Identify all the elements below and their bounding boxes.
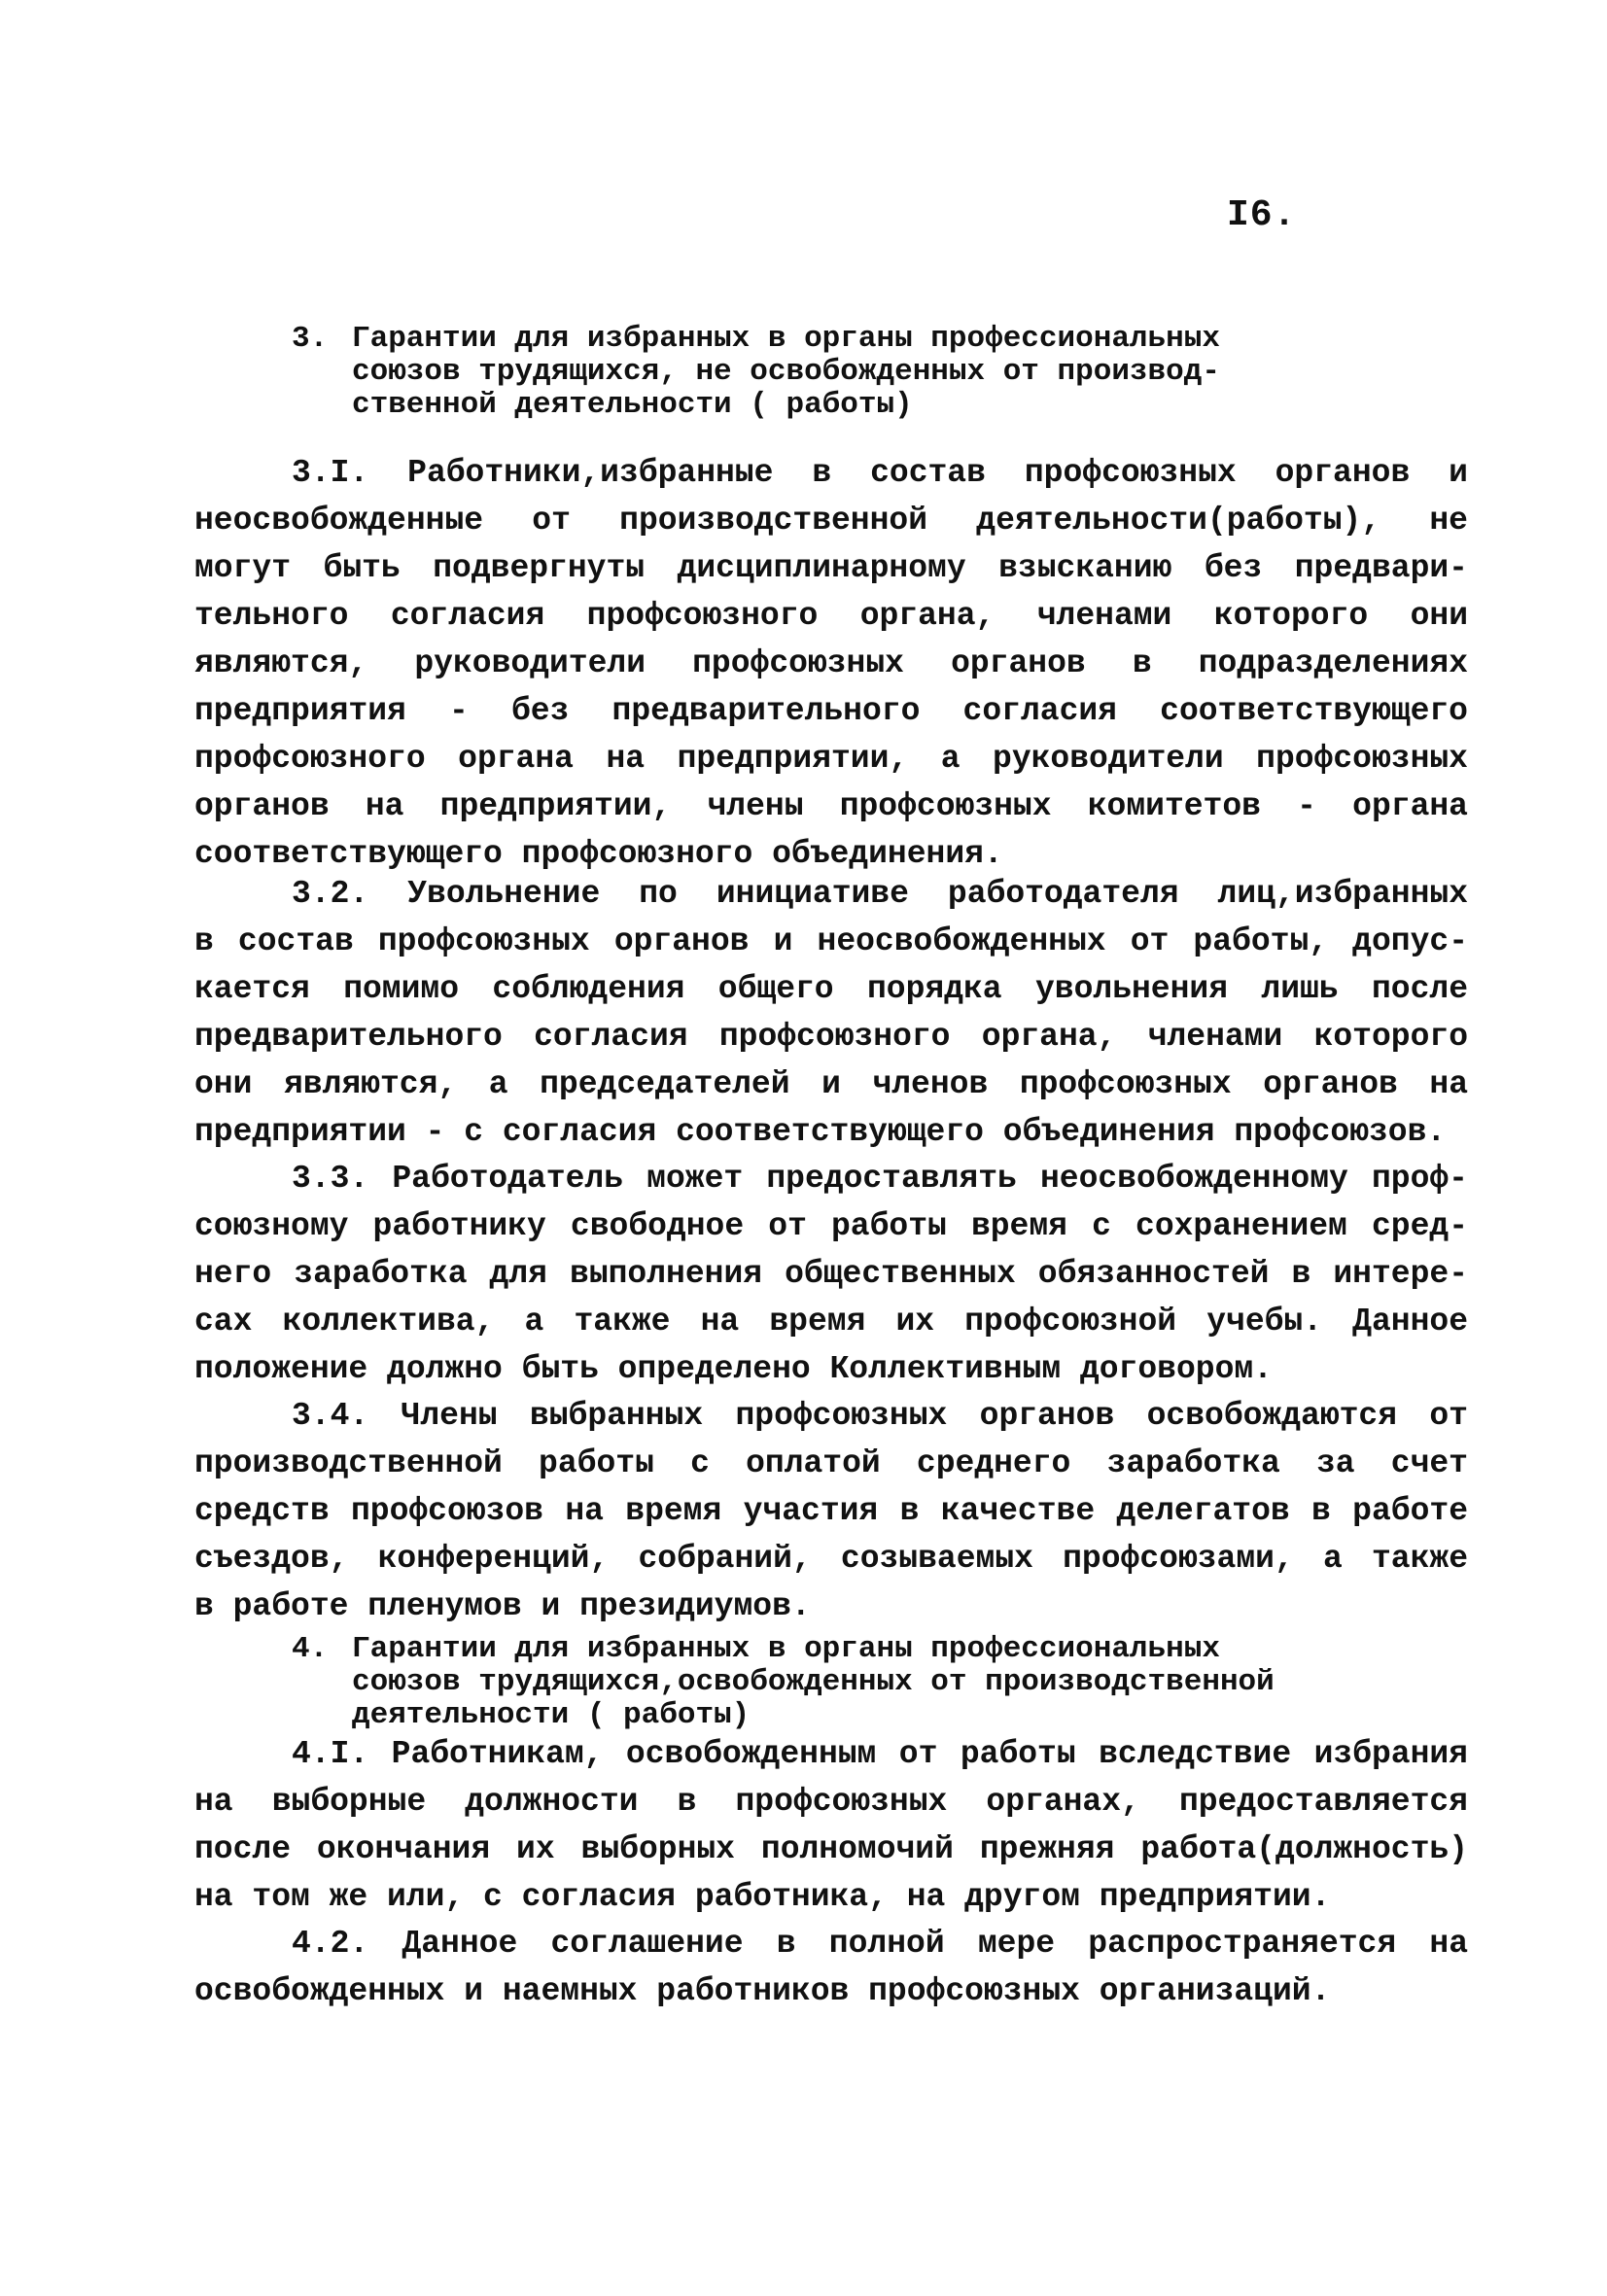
text-line: тельного согласия профсоюзного органа, членами которого они — [194, 598, 1468, 634]
text-line: могут быть подвергнуты дисциплинарному взысканию без предвари- — [194, 550, 1468, 586]
section-3-heading — [292, 323, 1361, 422]
text-line: являются, руководители профсоюзных органов в подразделениях — [194, 645, 1468, 681]
text-line: неосвобожденные от производственной деятельности(работы), не — [194, 503, 1468, 539]
text-line: союзному работнику свободное от работы время с сохранением сред- — [194, 1208, 1468, 1244]
text-line: 3.3. Работодатель может предоставлять неосвобожденному проф- — [292, 1161, 1468, 1197]
section-4-number: 4. — [292, 1632, 329, 1666]
text-line: освобожденных и наемных работников профсоюзных организаций. — [194, 1973, 1331, 2009]
paragraph-4-2 — [194, 1920, 1468, 2015]
text-line: положение должно быть определено Коллективным договором. — [194, 1351, 1273, 1387]
paragraph-3-2 — [194, 870, 1468, 1156]
text-line: органов на предприятии, члены профсоюзных комитетов - органа — [194, 788, 1468, 824]
text-line: профсоюзного органа на предприятии, а руководители профсоюзных — [194, 741, 1468, 777]
text-line: они являются, а председателей и членов профсоюзных органов на — [194, 1066, 1468, 1102]
text-line: предприятии - с согласия соответствующего объединения профсоюзов. — [194, 1114, 1447, 1150]
heading-line: Гарантии для избранных в органы профессиональных — [352, 322, 1220, 356]
paragraph-3-3 — [194, 1155, 1468, 1393]
heading-line: деятельности ( работы) — [352, 1698, 751, 1732]
section-3-number: 3. — [292, 322, 329, 356]
text-line: производственной работы с оплатой среднего заработка за счет — [194, 1445, 1468, 1481]
heading-line: союзов трудящихся, не освобожденных от производ- — [352, 355, 1220, 389]
text-line: 4.I. Работникам, освобожденным от работы вследствие избрания — [292, 1736, 1468, 1772]
text-line: на выборные должности в профсоюзных органах, предоставляется — [194, 1784, 1468, 1820]
text-line: 3.2. Увольнение по инициативе работодателя лиц,избранных — [292, 876, 1468, 912]
text-line: него заработка для выполнения общественных обязанностей в интере- — [194, 1256, 1468, 1292]
text-line: на том же или, с согласия работника, на другом предприятии. — [194, 1879, 1331, 1915]
text-line: средств профсоюзов на время участия в качестве делегатов в работе — [194, 1493, 1468, 1529]
paragraph-4-1 — [194, 1730, 1468, 1921]
heading-line: ственной деятельности ( работы) — [352, 388, 913, 422]
page-number: I6. — [1227, 194, 1297, 236]
text-line: после окончания их выборных полномочий прежняя работа(должность) — [194, 1831, 1468, 1867]
heading-line: Гарантии для избранных в органы профессиональных — [352, 1632, 1220, 1666]
text-line: в состав профсоюзных органов и неосвобожденных от работы, допус- — [194, 923, 1468, 959]
heading-line: союзов трудящихся,освобожденных от производственной — [352, 1665, 1275, 1699]
text-line: 3.4. Члены выбранных профсоюзных органов освобождаются от — [292, 1398, 1468, 1434]
text-line: предварительного согласия профсоюзного органа, членами которого — [194, 1019, 1468, 1055]
text-line: сах коллектива, а также на время их профсоюзной учебы. Данное — [194, 1304, 1468, 1339]
text-line: 4.2. Данное соглашение в полной мере распространяется на — [292, 1926, 1468, 1962]
section-4-heading — [292, 1633, 1361, 1732]
text-line: съездов, конференций, собраний, созываемых профсоюзами, а также — [194, 1541, 1468, 1577]
text-line: в работе пленумов и президиумов. — [194, 1588, 811, 1624]
paragraph-3-1 — [194, 449, 1468, 878]
text-line: соответствующего профсоюзного объединения. — [194, 836, 1003, 872]
paragraph-3-4 — [194, 1392, 1468, 1630]
text-line: предприятия - без предварительного согласия соответствующего — [194, 693, 1468, 729]
text-line: 3.I. Работники,избранные в состав профсоюзных органов и — [292, 455, 1468, 491]
text-line: кается помимо соблюдения общего порядка увольнения лишь после — [194, 971, 1468, 1007]
